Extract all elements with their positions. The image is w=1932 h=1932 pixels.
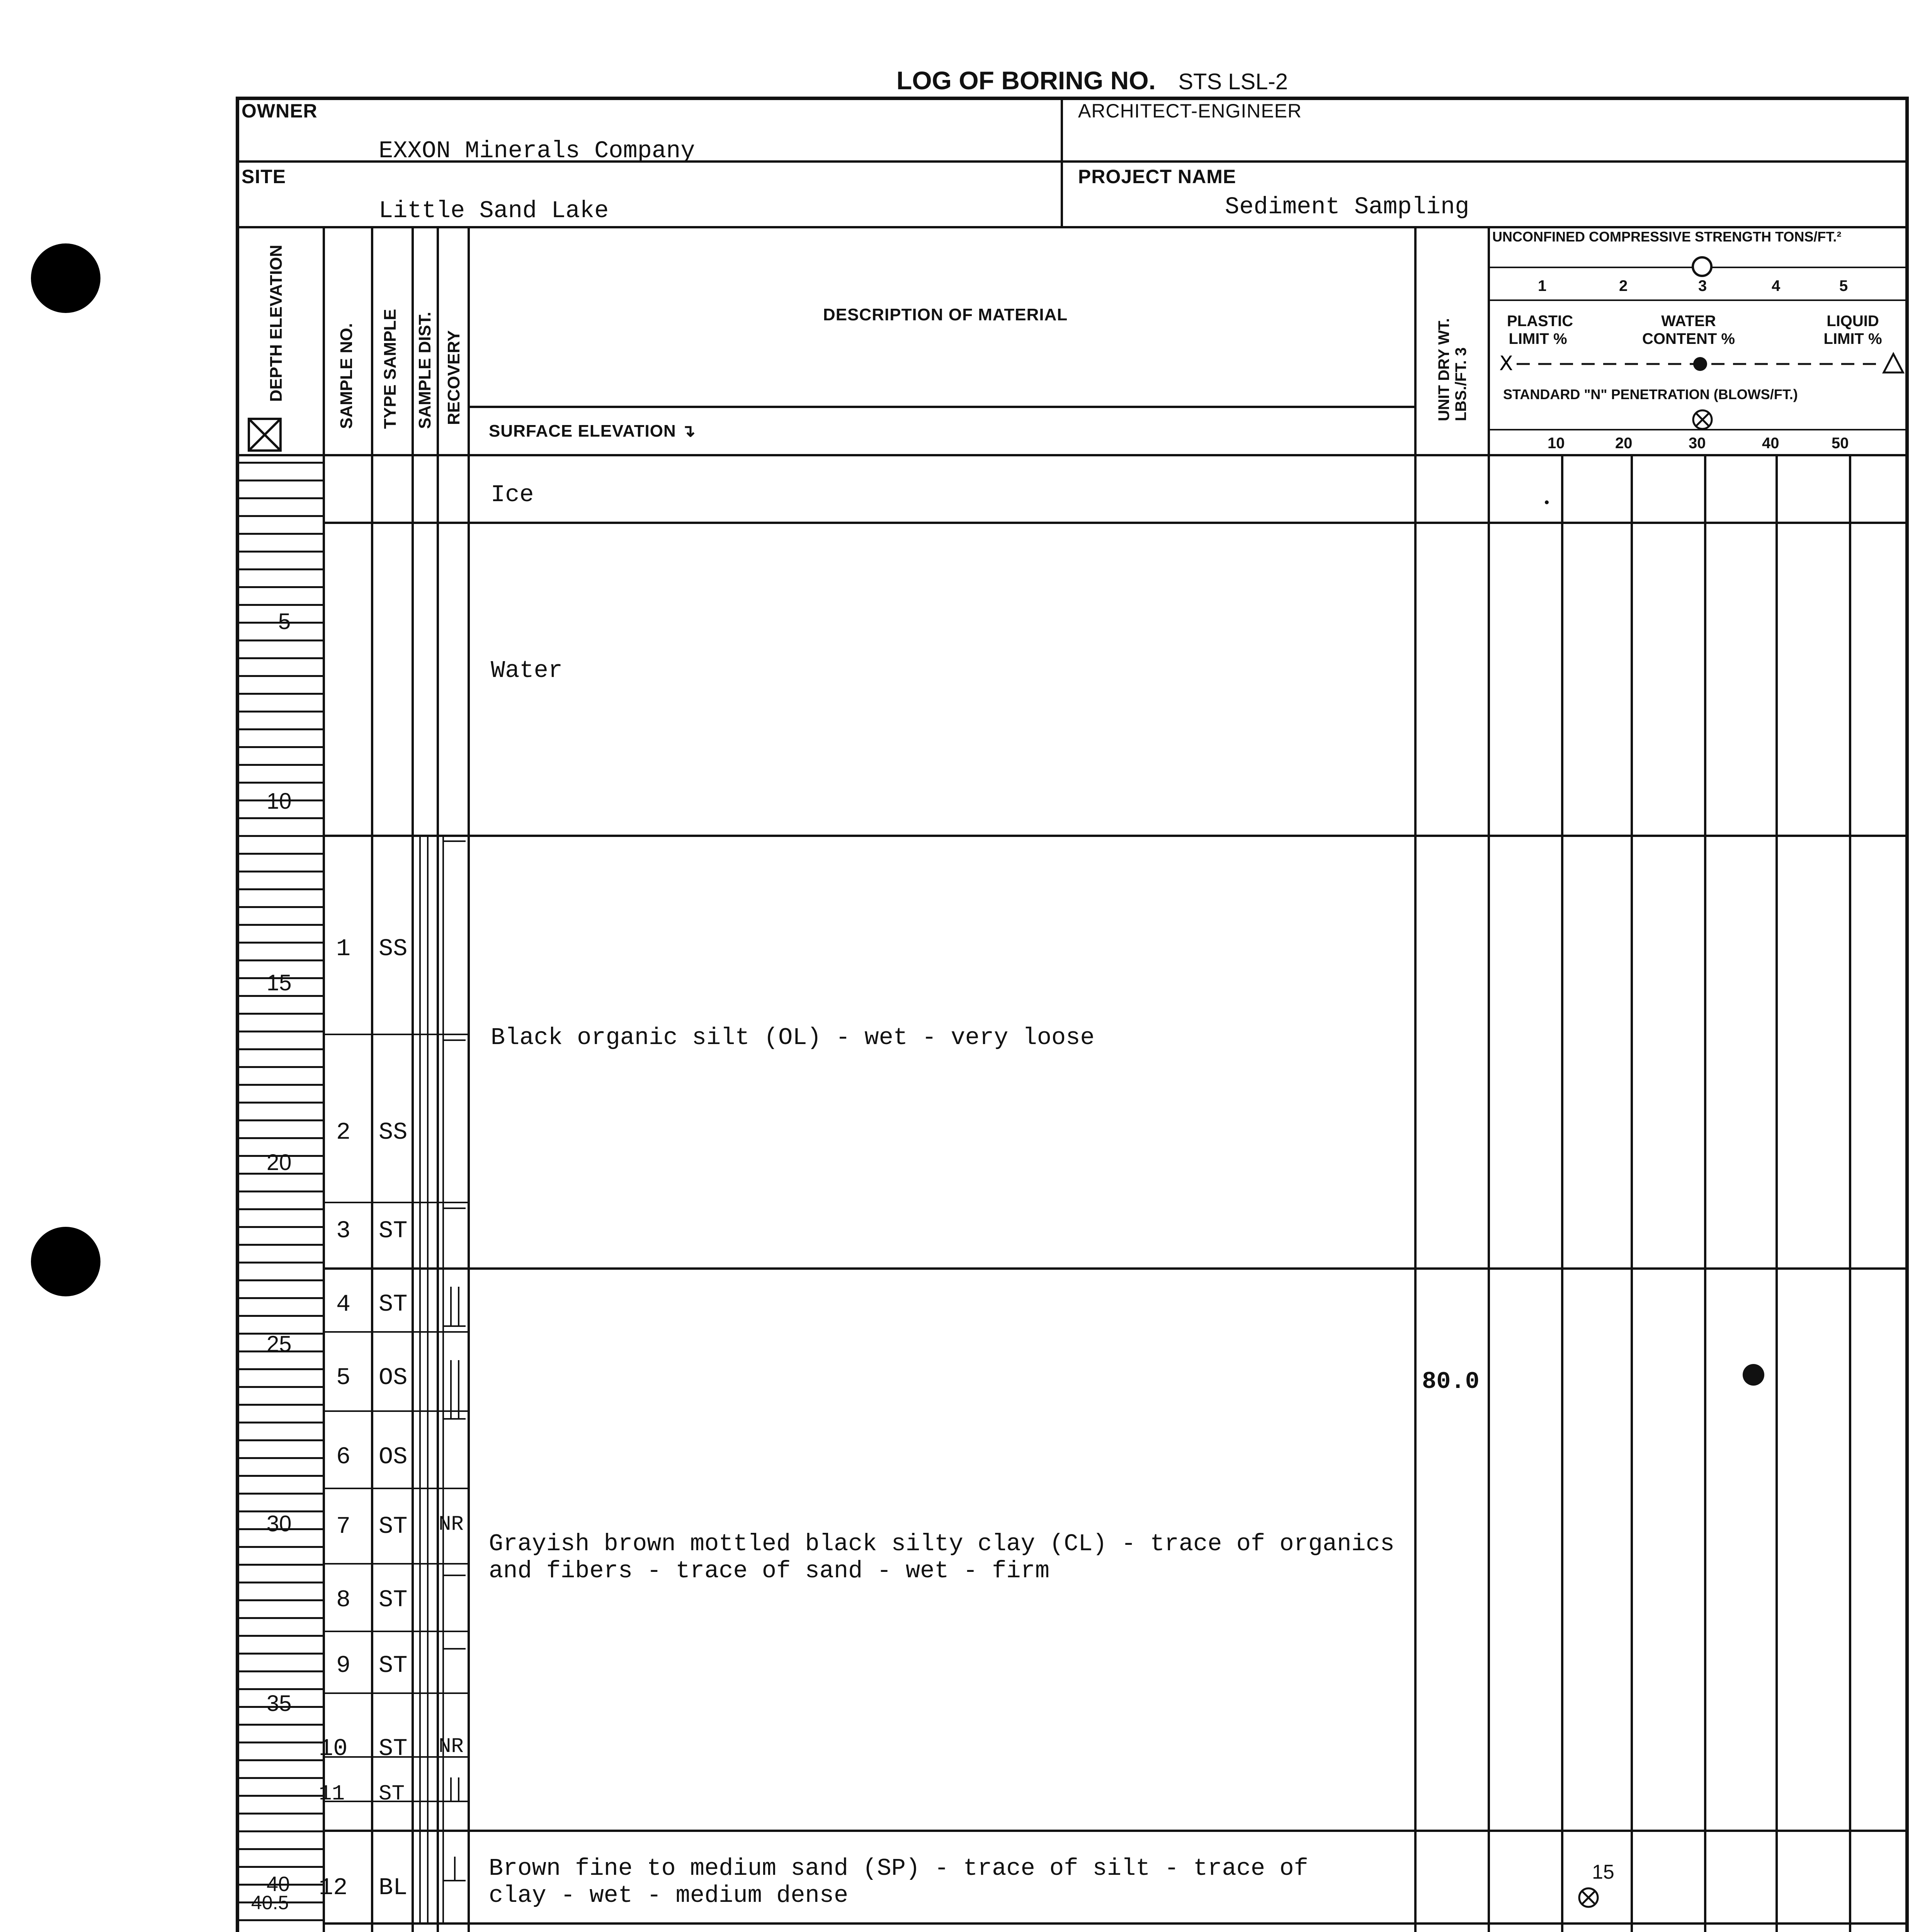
page-title: LOG OF BORING NO. STS LSL-2 [896,66,1288,95]
depth-tick [238,924,323,926]
project-value: Sediment Sampling [1225,193,1469,221]
depth-tick [238,1368,323,1370]
architect-label: ARCHITECT-ENGINEER [1078,100,1302,122]
sample-4-no: 4 [336,1291,351,1318]
depth-tick [238,1226,323,1228]
depth-tick [238,533,323,535]
sample-12-no: 12 [319,1874,348,1901]
depth-mark-10: 10 [267,789,292,814]
depth-tick [238,817,323,819]
stratum-ice: Ice [491,481,534,509]
depth-tick [238,1919,323,1921]
depth-tick [238,1759,323,1761]
arrow-icon: ↴ [681,422,696,440]
sample-dist-header: SAMPLE DIST. [415,311,434,429]
open-circle-symbol [1689,253,1716,280]
depth-tick [238,462,323,464]
depth-tick [238,1475,323,1477]
depth-tick [238,675,323,677]
strength-tick-2: 2 [1619,277,1628,294]
sample-10-recovery: NR [439,1735,464,1759]
depth-tick [238,1297,323,1299]
surface-elevation-label: SURFACE ELEVATION ↴ [489,422,696,440]
depth-tick [238,1137,323,1139]
depth-tick [238,586,323,588]
depth-tick [238,1617,323,1619]
sample-3-type: ST [379,1217,408,1245]
depth-tick [238,1190,323,1192]
depth-tick [238,1866,323,1868]
depth-tick [238,1564,323,1566]
svg-text:X: X [1499,352,1513,375]
strength-tick-5: 5 [1839,277,1848,294]
penetration-tick-10: 10 [1548,435,1565,452]
depth-tick [238,497,323,499]
depth-tick [238,1439,323,1441]
depth-tick [238,1795,323,1797]
depth-tick [238,604,323,606]
stratum-sand-line-2: clay - wet - medium dense [489,1882,849,1909]
owner-label: OWNER [242,100,318,122]
depth-tick [238,1599,323,1601]
depth-tick [238,782,323,784]
depth-mark-35: 35 [267,1691,292,1716]
depth-tick [238,515,323,517]
plot-mark [1545,500,1549,504]
plastic-limit-label: PLASTIC LIMIT % [1507,313,1573,347]
stratum-water: Water [491,657,563,684]
sample-10-no: 10 [319,1735,348,1762]
depth-tick [238,1279,323,1281]
binder-hole [31,243,100,313]
depth-tick [238,1066,323,1068]
depth-tick [238,888,323,890]
penetration-tick-20: 20 [1615,435,1633,452]
depth-tick [238,1404,323,1406]
sample-3-no: 3 [336,1217,351,1245]
sample-5-type: OS [379,1364,408,1391]
n-value-crossed-circle [1577,1886,1600,1910]
depth-tick [238,1031,323,1032]
depth-tick [238,639,323,641]
depth-tick [238,1208,323,1210]
unit-dry-wt-header: UNIT DRY WT. LBS./FT. 3 [1435,318,1469,421]
depth-tick [238,711,323,713]
penetration-tick-40: 40 [1762,435,1779,452]
penetration-tick-30: 30 [1689,435,1706,452]
penetration-tick-50: 50 [1832,435,1849,452]
depth-tick [238,1119,323,1121]
depth-tick [238,693,323,695]
depth-tick [238,1688,323,1690]
depth-tick [238,1777,323,1779]
site-value: Little Sand Lake [379,197,609,224]
depth-tick [238,1582,323,1583]
depth-mark-40: 40 [267,1872,290,1896]
stratum-black-organic-silt: Black organic silt (OL) - wet - very loose [491,1024,1095,1051]
sample-4-type: ST [379,1291,408,1318]
water-content-point [1743,1364,1764,1386]
depth-tick [238,1742,323,1743]
stratum-sand-line-1: Brown fine to medium sand (SP) - trace of silt - trace of [489,1855,1308,1882]
sample-2-type: SS [379,1119,408,1146]
sample-10-type: ST [379,1735,408,1762]
description-header: DESCRIPTION OF MATERIAL [823,305,1068,324]
crossed-circle-symbol [1690,408,1714,432]
recovery-header: RECOVERY [444,330,463,425]
depth-tick [238,1848,323,1850]
standard-penetration-label: STANDARD "N" PENETRATION (BLOWS/FT.) [1503,386,1798,402]
depth-tick [238,1244,323,1246]
depth-elevation-header: DEPTH ELEVATION [267,245,286,402]
depth-tick [238,764,323,766]
sample-6-type: OS [379,1443,408,1471]
depth-tick [238,1102,323,1104]
depth-tick [238,1546,323,1548]
sample-1-no: 1 [336,935,351,963]
n-value-label: 15 [1592,1861,1614,1883]
depth-tick [238,1635,323,1637]
depth-tick [238,728,323,730]
sample-5-no: 5 [336,1364,351,1391]
strength-tick-3: 3 [1698,277,1707,294]
stratum-silty-clay-line-2: and fibers - trace of sand - wet - firm [489,1557,1050,1585]
sample-12-type: BL [379,1874,408,1901]
site-label: SITE [242,166,286,187]
depth-mark-5: 5 [278,609,291,634]
depth-tick [238,1457,323,1459]
depth-mark-40-5: 40.5 [251,1892,289,1913]
plasticity-legend [1499,348,1905,379]
unconfined-strength-label: UNCONFINED COMPRESSIVE STRENGTH TONS/FT.² [1492,229,1842,245]
depth-tick [238,959,323,961]
owner-value: EXXON Minerals Company [379,137,695,165]
sample-7-no: 7 [336,1513,351,1540]
binder-hole [31,1227,100,1296]
sample-9-no: 9 [336,1652,351,1679]
sample-11-no: 11 [319,1781,345,1806]
depth-tick [238,1813,323,1815]
depth-tick [238,1013,323,1015]
depth-tick [238,1653,323,1655]
boring-number: STS LSL-2 [1178,69,1288,94]
sample-7-type: ST [379,1513,408,1540]
sample-8-type: ST [379,1586,408,1614]
cross-box-icon [247,417,282,452]
depth-tick [238,871,323,872]
stratum-silty-clay-line-1: Grayish brown mottled black silty clay (CL) - trace of organics [489,1530,1395,1558]
depth-tick [238,1386,323,1388]
strength-tick-1: 1 [1538,277,1547,294]
depth-tick [238,1670,323,1672]
project-label: PROJECT NAME [1078,166,1236,187]
depth-tick [238,551,323,553]
depth-tick [238,1084,323,1086]
sample-no-header: SAMPLE NO. [337,323,356,429]
liquid-limit-label: LIQUID LIMIT % [1823,313,1882,347]
depth-tick [238,1724,323,1726]
depth-tick [238,942,323,944]
depth-tick [238,1262,323,1264]
depth-mark-25: 25 [267,1332,292,1357]
depth-tick [238,1315,323,1317]
depth-tick [238,906,323,908]
sample-2-no: 2 [336,1119,351,1146]
strength-tick-4: 4 [1772,277,1781,294]
depth-mark-15: 15 [267,970,292,995]
sample-1-type: SS [379,935,408,963]
depth-tick [238,568,323,570]
depth-tick [238,1830,323,1832]
type-sample-header: TYPE SAMPLE [381,309,400,429]
depth-tick [238,657,323,659]
depth-tick [238,835,323,837]
depth-tick [238,853,323,855]
sample-11-type: ST [379,1781,405,1806]
depth-mark-30: 30 [267,1511,292,1536]
sample-9-type: ST [379,1652,408,1679]
sample-6-no: 6 [336,1443,351,1471]
water-content-label: WATER CONTENT % [1642,313,1735,347]
depth-tick [238,480,323,481]
sample-8-no: 8 [336,1586,351,1614]
unit-dry-weight-value: 80.0 [1422,1368,1480,1395]
depth-tick [238,1493,323,1495]
sample-7-recovery: NR [439,1513,464,1536]
depth-tick [238,746,323,748]
depth-tick [238,1422,323,1423]
depth-tick [238,1048,323,1050]
depth-mark-20: 20 [267,1150,292,1175]
